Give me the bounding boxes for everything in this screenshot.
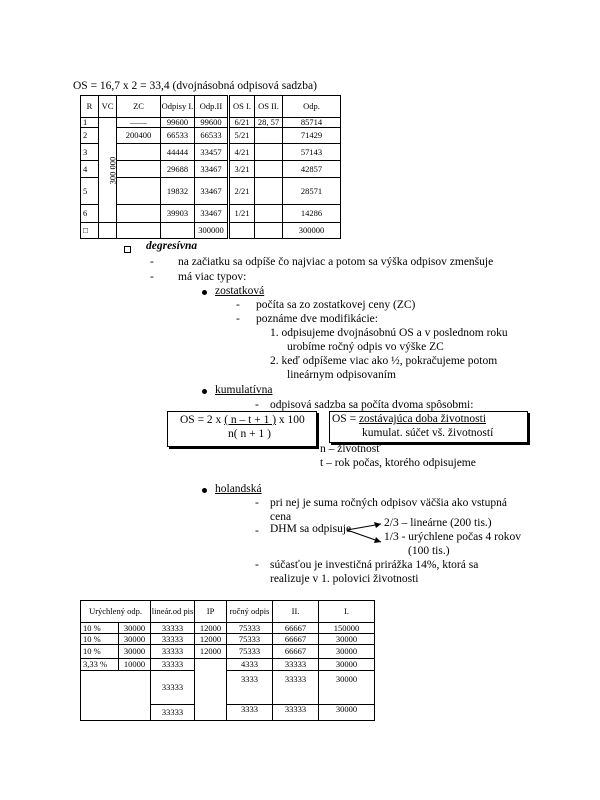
table-cell	[117, 144, 161, 161]
header-cell: OS I.	[229, 96, 255, 118]
numbered-item: 1. odpisujeme dvojnásobnú OS a v poslednom roku	[270, 327, 508, 339]
table-cell: 85714	[283, 118, 341, 128]
branch-arrows-icon	[345, 518, 385, 548]
table-cell: 75333	[227, 645, 273, 659]
text-line: pri nej je suma ročných odpisov väčšia ako vstupná	[270, 497, 507, 509]
header-cell: Odp.	[283, 96, 341, 118]
table-cell: 200400	[117, 128, 161, 144]
table-cell: 10000	[119, 659, 151, 671]
formula-denominator: kumulat. súčet vš. životností	[362, 427, 494, 439]
table-cell	[255, 223, 283, 239]
table-cell: 30000	[319, 705, 375, 721]
table-cell: 5/21	[229, 128, 255, 144]
subsection-title: holandská	[215, 483, 262, 495]
header-cell: I.	[319, 601, 375, 623]
dash-icon: -	[236, 313, 240, 325]
header-cell: lineár.od pis	[151, 601, 195, 623]
table-cell: 30000	[119, 634, 151, 645]
table-cell: 99600	[195, 118, 229, 128]
table-cell: 3	[81, 144, 99, 161]
formula-numerator: zostávajúca doba životnosti	[358, 413, 487, 425]
dash-icon: -	[150, 256, 154, 268]
table-cell: 1	[81, 118, 99, 128]
header-cell: VC	[99, 96, 117, 118]
header-cell: ročný odpis	[227, 601, 273, 623]
table-cell: 30000	[319, 634, 375, 645]
table-cell: 33457	[195, 144, 229, 161]
text-line: na začiatku sa odpíše čo najviac a potom sa výška odpisov zmenšuje	[178, 256, 494, 268]
table-cell: 10 %	[81, 634, 119, 645]
table-cell	[229, 223, 255, 239]
section-title: degresívna	[146, 240, 198, 252]
formula-line	[332, 413, 486, 425]
subsection-title: kumulatívna	[215, 384, 273, 396]
table-cell: □	[81, 223, 99, 239]
table-cell: ——	[117, 118, 161, 128]
table-cell	[255, 128, 283, 144]
table-cell: 33467	[195, 205, 229, 223]
note-line: n – životnosť	[320, 443, 382, 455]
header-formula: OS = 16,7 x 2 = 33,4 (dvojnásobná odpisová sadzba)	[73, 80, 317, 92]
table-cell: 33333	[151, 623, 195, 634]
table-cell: 30000	[319, 659, 375, 671]
note-line: t – rok počas, ktorého odpisujeme	[320, 457, 476, 469]
text-line: počíta sa zo zostatkovej ceny (ZC)	[256, 299, 416, 311]
table-cell: 66533	[195, 128, 229, 144]
table-cell: 4/21	[229, 144, 255, 161]
formula-prefix: OS =	[332, 413, 359, 425]
table-cell	[195, 659, 227, 721]
bullet-icon	[202, 290, 207, 295]
table-cell	[81, 671, 151, 721]
table-cell: 66667	[273, 634, 319, 645]
depreciation-table	[80, 95, 341, 239]
table-cell: 1/21	[229, 205, 255, 223]
table-cell: 33333	[151, 634, 195, 645]
numbered-item-cont: lineárnym odpisovaním	[287, 369, 396, 381]
header-cell: Odpisy I.	[161, 96, 195, 118]
formula-prefix: OS = 2 x	[180, 414, 225, 426]
table-cell	[117, 161, 161, 178]
header-cell: R	[81, 96, 99, 118]
table-cell	[117, 205, 161, 223]
text-line: DHM sa odpisuje	[270, 523, 352, 535]
header-cell: Urýchlený odp.	[81, 601, 151, 623]
table-cell: 33333	[151, 671, 195, 705]
text-line: má viac typov:	[178, 271, 247, 283]
table-cell: 30000	[319, 645, 375, 659]
table-cell: 42857	[283, 161, 341, 178]
table-cell: 6	[81, 205, 99, 223]
dash-icon: -	[255, 497, 259, 509]
table-cell	[255, 178, 283, 205]
text-line: súčasťou je investičná prirážka 14%, ktorá sa	[270, 559, 479, 571]
table-cell: 5	[81, 178, 99, 205]
table-cell: 29688	[161, 161, 195, 178]
numbered-item-cont: urobíme ročný odpis vo výške ZC	[287, 341, 444, 353]
table-cell: 33333	[273, 671, 319, 705]
table-cell	[255, 144, 283, 161]
table-cell	[117, 223, 161, 239]
branch-text: (100 tis.)	[408, 545, 450, 557]
table-cell: 33333	[151, 705, 195, 721]
table-cell: 12000	[195, 634, 227, 645]
table-cell: 28571	[283, 178, 341, 205]
table-cell: 300000	[195, 223, 229, 239]
dash-icon: -	[236, 299, 240, 311]
table-cell: 4333	[227, 659, 273, 671]
table-cell: 10 %	[81, 645, 119, 659]
branch-text: 2/3 – lineárne (200 tis.)	[384, 517, 492, 529]
table-cell: 300000	[283, 223, 341, 239]
table-cell: 33467	[195, 161, 229, 178]
table-cell: 14286	[283, 205, 341, 223]
table-cell: 33333	[151, 645, 195, 659]
table-cell: 28, 57	[255, 118, 283, 128]
table-cell: 44444	[161, 144, 195, 161]
branch-text: 1/3 - urýchlene počas 4 rokov	[384, 531, 522, 543]
text-line: odpisová sadzba sa počíta dvoma spôsobmi:	[270, 399, 474, 411]
table-cell	[161, 223, 195, 239]
header-cell: IP	[195, 601, 227, 623]
table-cell: 66667	[273, 645, 319, 659]
table-cell: 33333	[151, 659, 195, 671]
table-cell: 33467	[195, 178, 229, 205]
table-cell: 3,33 %	[81, 659, 119, 671]
table-cell: 12000	[195, 645, 227, 659]
table-cell: 3/21	[229, 161, 255, 178]
bullet-icon	[202, 389, 207, 394]
table-cell: 66667	[273, 623, 319, 634]
formula-line	[180, 414, 305, 426]
square-bullet-icon	[124, 246, 131, 253]
table-cell: 2/21	[229, 178, 255, 205]
table-cell: 30000	[119, 623, 151, 634]
dash-icon: -	[255, 559, 259, 571]
table-cell: 75333	[227, 634, 273, 645]
table-cell: 99600	[161, 118, 195, 128]
table-cell: 150000	[319, 623, 375, 634]
table-cell: 71429	[283, 128, 341, 144]
table-cell: 3333	[227, 671, 273, 705]
header-cell: Odp.II	[195, 96, 229, 118]
vc-cell	[99, 118, 117, 223]
bullet-icon	[202, 488, 207, 493]
table-cell: 10 %	[81, 623, 119, 634]
table-cell: 3333	[227, 705, 273, 721]
table-cell: 75333	[227, 623, 273, 634]
formula-denominator: n( n + 1 )	[228, 428, 271, 440]
table-cell: 33333	[273, 705, 319, 721]
table-cell: 30000	[319, 671, 375, 705]
header-cell: OS II.	[255, 96, 283, 118]
header-cell: II.	[273, 601, 319, 623]
table-cell: 39903	[161, 205, 195, 223]
table-cell: 6/21	[229, 118, 255, 128]
table-cell	[99, 223, 117, 239]
vc-value: 300 000	[107, 156, 118, 184]
table-cell: 30000	[119, 645, 151, 659]
accelerated-table	[80, 600, 375, 721]
table-cell: 12000	[195, 623, 227, 634]
table-cell: 2	[81, 128, 99, 144]
dash-icon: -	[255, 399, 259, 411]
formula-numerator: ( n – t + 1 )	[224, 414, 277, 426]
table-cell: 33333	[273, 659, 319, 671]
table-cell: 66533	[161, 128, 195, 144]
formula-suffix: x 100	[276, 414, 305, 426]
dash-icon: -	[150, 271, 154, 283]
table-cell: 19832	[161, 178, 195, 205]
header-cell: ZC	[117, 96, 161, 118]
table-cell	[255, 205, 283, 223]
table-cell: 4	[81, 161, 99, 178]
text-line: cena	[270, 511, 292, 523]
text-line: poznáme dve modifikácie:	[256, 313, 378, 325]
numbered-item: 2. keď odpíšeme viac ako ½, pokračujeme potom	[270, 355, 498, 367]
subsection-title: zostatková	[215, 285, 265, 297]
text-line: realizuje v 1. polovici životnosti	[270, 573, 419, 585]
table-cell: 57143	[283, 144, 341, 161]
dash-icon: -	[255, 525, 259, 537]
table-cell	[255, 161, 283, 178]
table-cell	[117, 178, 161, 205]
